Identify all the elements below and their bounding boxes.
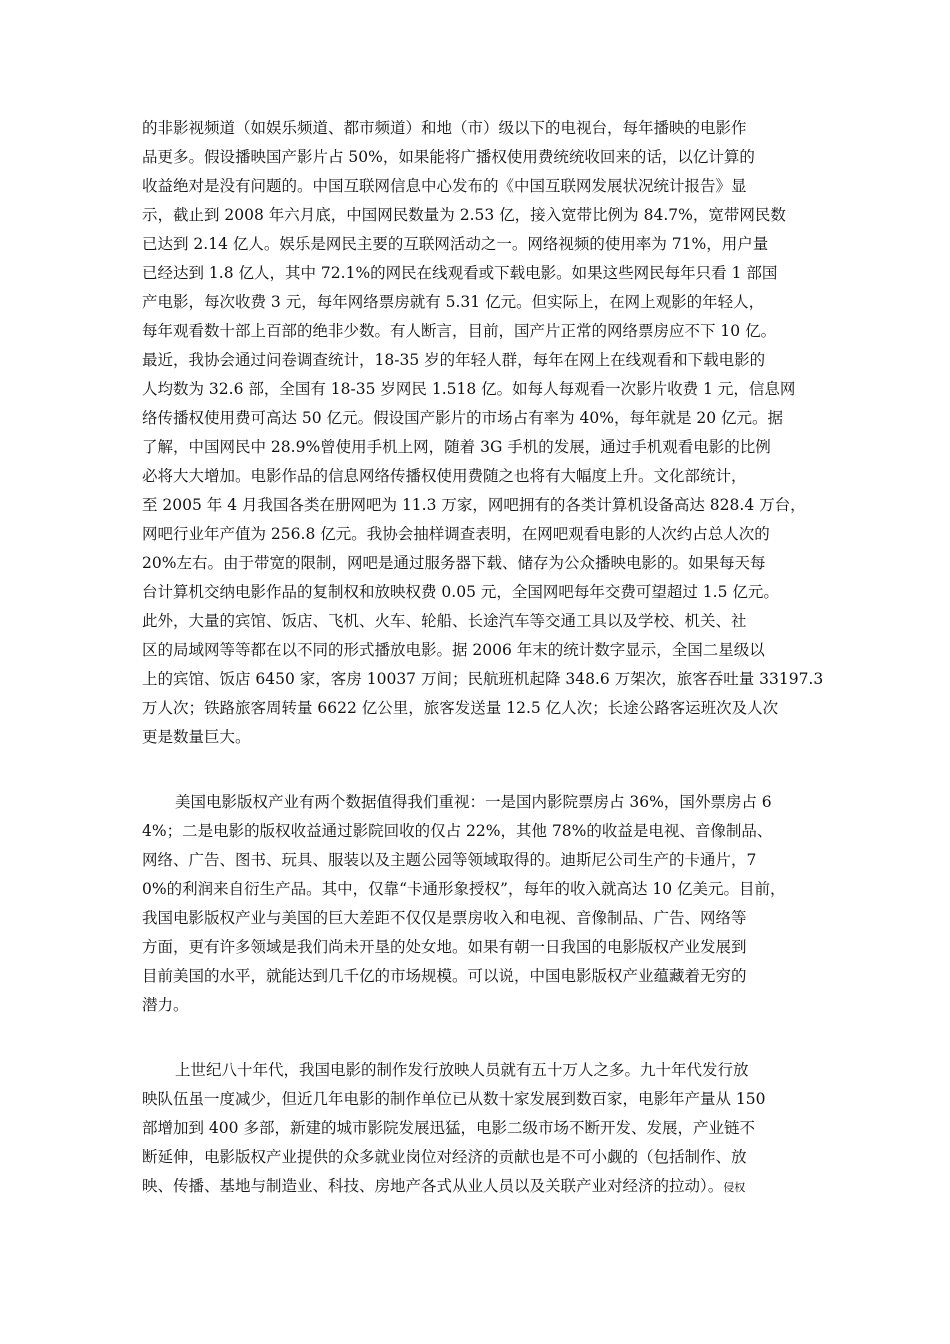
text-line: 品更多。假设播映国产影片占 50%，如果能将广播权使用费统统收回来的话，以亿计算的: [142, 148, 755, 166]
text-line: 断延伸，电影版权产业提供的众多就业岗位对经济的贡献也是不可小觑的（包括制作、放: [142, 1148, 747, 1166]
text-line: 映队伍虽一度减少，但近几年电影的制作单位已从数十家发展到数百家，电影年产量从 150: [142, 1090, 766, 1108]
text-line: 至 2005 年 4 月我国各类在册网吧为 11.3 万家，网吧拥有的各类计算机设备高达 828.4 万台，: [142, 496, 806, 514]
paragraph-2: [142, 788, 822, 1020]
text-line-tail: 侵权: [723, 1181, 746, 1194]
text-line: 上的宾馆、饭店 6450 家，客房 10037 万间；民航班机起降 348.6 万架次，旅客吞吐量 33197.3: [142, 670, 824, 688]
text-line: 方面，更有许多领域是我们尚未开垦的处女地。如果有朝一日我国的电影版权产业发展到: [142, 938, 747, 956]
text-line: 上世纪八十年代，我国电影的制作发行放映人员就有五十万人之多。九十年代发行放: [175, 1061, 749, 1079]
text-line: 产电影，每次收费 3 元，每年网络票房就有 5.31 亿元。但实际上，在网上观影的年轻人，: [142, 293, 765, 311]
paragraph-3: [142, 1056, 822, 1201]
text-line: 必将大大增加。电影作品的信息网络传播权使用费随之也将有大幅度上升。文化部统计，: [142, 467, 747, 485]
paragraph-gap: [142, 752, 822, 788]
text-line: 区的局域网等等都在以不同的形式播放电影。据 2006 年末的统计数字显示，全国二星级以: [142, 641, 765, 659]
text-line: 收益绝对是没有问题的。中国互联网信息中心发布的《中国互联网发展状况统计报告》显: [142, 177, 747, 195]
text-line: 了解，中国网民中 28.9%曾使用手机上网，随着 3G 手机的发展，通过手机观看电影的比例: [142, 438, 771, 456]
text-line: 人均数为 32.6 部，全国有 18-35 岁网民 1.518 亿。如每人每观看一次影片收费 1 元，信息网: [142, 380, 796, 398]
text-line: 美国电影版权产业有两个数据值得我们重视：一是国内影院票房占 36%，国外票房占 6: [175, 793, 772, 811]
text-line: 最近，我协会通过问卷调查统计，18-35 岁的年轻人群，每年在网上在线观看和下载电影的: [142, 351, 766, 369]
text-line: 此外，大量的宾馆、饭店、飞机、火车、轮船、长途汽车等交通工具以及学校、机关、社: [142, 612, 747, 630]
text-line: 台计算机交纳电影作品的复制权和放映权费 0.05 元，全国网吧每年交费可望超过 1.5 亿元。: [142, 583, 779, 601]
paragraph-gap: [142, 1020, 822, 1056]
paragraph-1: [142, 114, 822, 752]
text-line: 每年观看数十部上百部的绝非少数。有人断言，目前，国产片正常的网络票房应不下 10 亿。: [142, 322, 777, 340]
text-line: 已经达到 1.8 亿人，其中 72.1%的网民在线观看或下载电影。如果这些网民每年只看 1 部国: [142, 264, 778, 282]
text-line: 的非影视频道（如娱乐频道、都市频道）和地（市）级以下的电视台，每年播映的电影作: [142, 119, 747, 137]
text-line: 潜力。: [142, 996, 189, 1014]
text-line: 示，截止到 2008 年六月底，中国网民数量为 2.53 亿，接入宽带比例为 84.7%，宽带网民数: [142, 206, 786, 224]
text-line: 部增加到 400 多部，新建的城市影院发展迅猛，电影二级市场不断开发、发展，产业链不: [142, 1119, 755, 1137]
text-line: 网吧行业年产值为 256.8 亿元。我协会抽样调查表明，在网吧观看电影的人次约占总人次的: [142, 525, 770, 543]
text-line-main: 映、传播、基地与制造业、科技、房地产各式从业人员以及关联产业对经济的拉动）。: [142, 1177, 724, 1195]
document-page: [142, 114, 822, 1201]
text-line: 络传播权使用费可高达 50 亿元。假设国产影片的市场占有率为 40%，每年就是 20 亿元。据: [142, 409, 784, 427]
text-line: 目前美国的水平，就能达到几千亿的市场规模。可以说，中国电影版权产业蕴藏着无穷的: [142, 967, 747, 985]
text-line: 0%的利润来自衍生产品。其中，仅靠“卡通形象授权”，每年的收入就高达 10 亿美元。目前，: [142, 880, 786, 898]
text-line: 20%左右。由于带宽的限制，网吧是通过服务器下载、储存为公众播映电影的。如果每天每: [142, 554, 766, 572]
text-line: 我国电影版权产业与美国的巨大差距不仅仅是票房收入和电视、音像制品、广告、网络等: [142, 909, 747, 927]
text-line: 网络、广告、图书、玩具、服装以及主题公园等领域取得的。迪斯尼公司生产的卡通片，7: [142, 851, 757, 869]
text-line: [142, 1172, 822, 1201]
text-line: 已达到 2.14 亿人。娱乐是网民主要的互联网活动之一。网络视频的使用率为 71%，用户量: [142, 235, 769, 253]
text-line: 万人次；铁路旅客周转量 6622 亿公里，旅客发送量 12.5 亿人次；长途公路客运班次及人次: [142, 699, 779, 717]
text-line: 4%；二是电影的版权收益通过影院回收的仅占 22%，其他 78%的收益是电视、音像制品、: [142, 822, 773, 840]
text-line: 更是数量巨大。: [142, 728, 251, 746]
